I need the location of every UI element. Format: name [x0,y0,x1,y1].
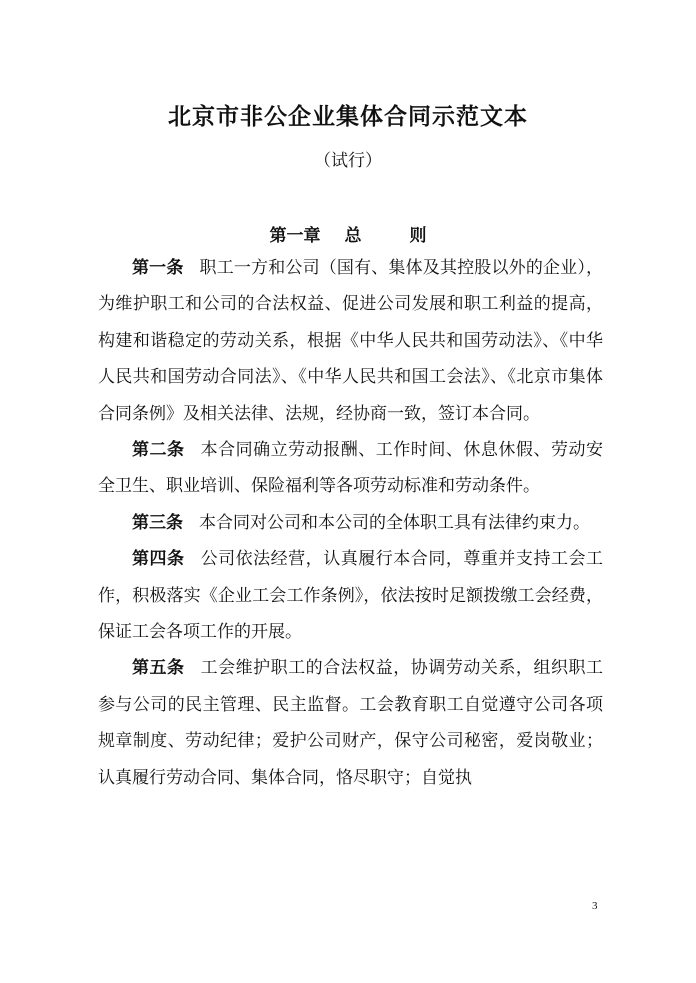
article-2 [98,432,603,505]
article-text: 工会维护职工的合法权益，协调劳动关系，组织职工参与公司的民主管理、民主监督。工会教育职工自觉遵守公司各项规章制度、劳动纪律；爱护公司财产，保守公司秘密，爱岗敬业；认真履行劳动合同、集体合同，恪尽职守；自觉执 [98,658,604,788]
chapter-name-part2: 则 [409,226,427,246]
chapter-heading [0,221,696,246]
article-number: 第三条 [132,512,183,533]
chapter-name-part1: 总 [344,226,362,246]
article-5 [98,650,603,796]
article-number: 第五条 [132,658,185,679]
article-4 [98,541,603,650]
article-text: 职工一方和公司（国有、集体及其控股以外的企业），为维护职工和公司的合法权益、促进公司发展和职工利益的提高，构建和谐稳定的劳动关系，根据《中华人民共和国劳动法》、《中华人民共和国劳动合同法》、《中华人民共和国工会法》、《北京市集体合同条例》及相关法律、法规，经协商一致，签订本合同。 [98,258,604,424]
article-text: 本合同确立劳动报酬、工作时间、休息休假、劳动安全卫生、职业培训、保险福利等各项劳动标准和劳动条件。 [98,440,604,497]
article-3 [98,505,603,541]
page-number: 3 [592,900,598,912]
document-title: 北京市非公企业集体合同示范文本 [168,103,528,130]
document-subtitle: （试行） [314,151,382,171]
article-number: 第一条 [132,258,184,278]
article-text: 公司依法经营，认真履行本合同，尊重并支持工会工作，积极落实《企业工会工作条例》，依法按时足额拨缴工会经费，保证工会各项工作的开展。 [98,549,604,643]
article-number: 第四条 [132,549,185,570]
article-number: 第二条 [132,440,185,461]
chapter-number: 第一章 [269,226,321,246]
article-text: 本合同对公司和本公司的全体职工具有法律约束力。 [199,512,590,533]
document-body [98,250,603,796]
article-1 [98,250,603,432]
